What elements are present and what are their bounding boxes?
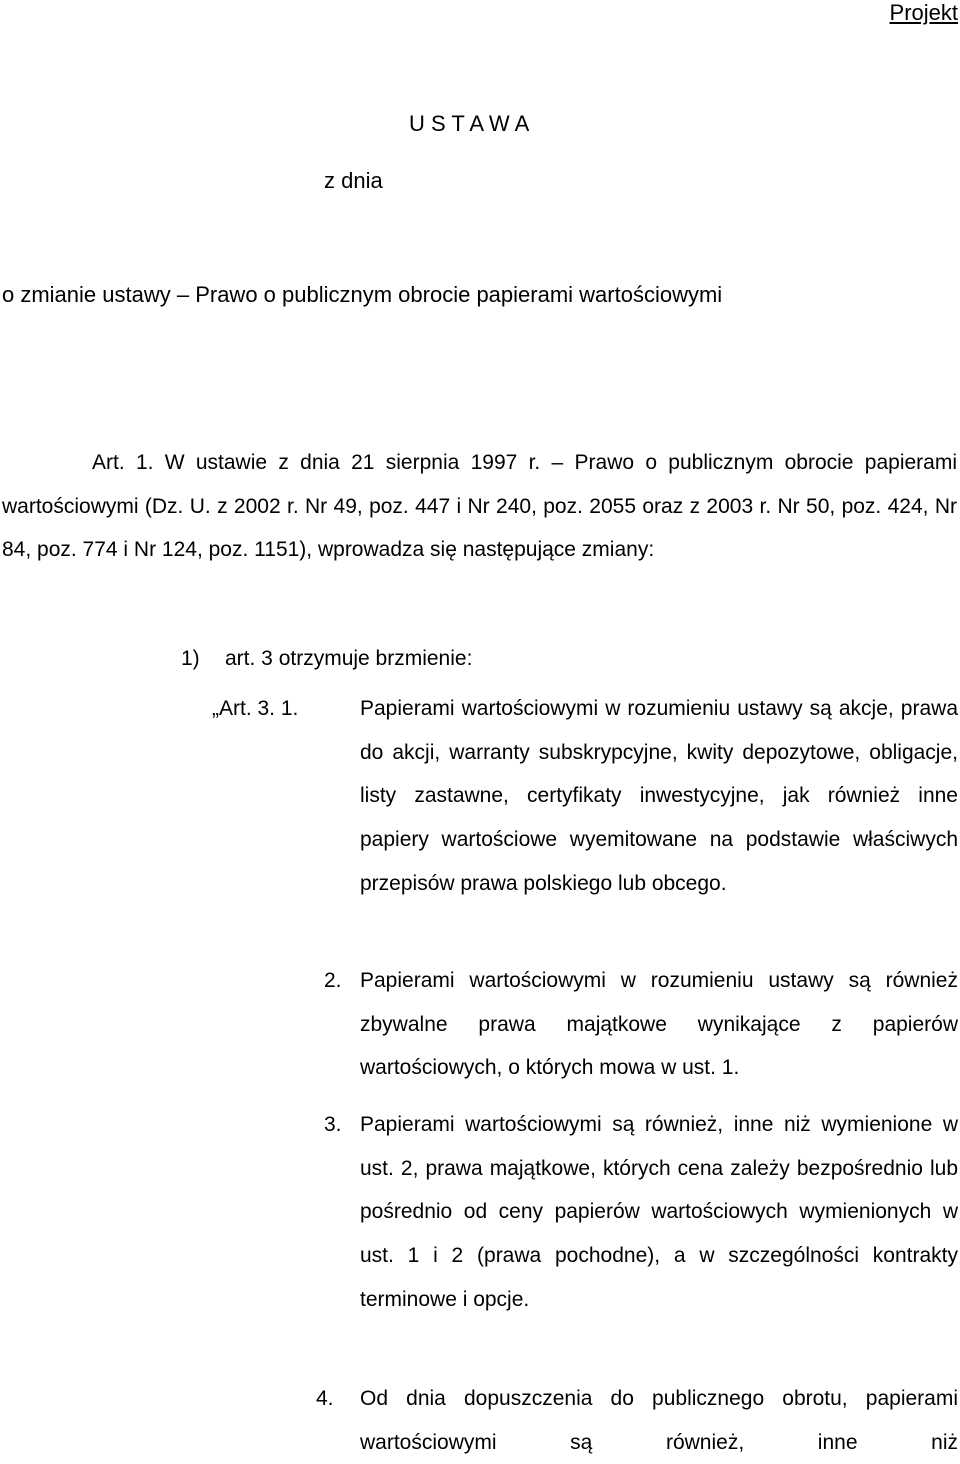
article-3-label: „Art. 3. 1. bbox=[212, 697, 299, 720]
projekt-link[interactable]: Projekt bbox=[889, 0, 958, 25]
ust-1-text: Papierami wartościowymi w rozumieniu ustawy są akcje, prawa do akcji, warranty subskrypcyjne, kwity depozytowe, obligacje, listy zastawne, certyfikaty inwestycyjne, jak również inne papiery wartościowe wyemitowane na podstawie właściwych przepisów prawa polskiego lub obcego. bbox=[360, 697, 958, 895]
article-1-paragraph: Art. 1. W ustawie z dnia 21 sierpnia 1997 r. – Prawo o publicznym obrocie papierami wartościowymi (Dz. U. z 2002 r. Nr 49, poz. 447 i Nr 240, poz. 2055 oraz z 2003 r. Nr 50, poz. 424, Nr 84, poz. 774 i Nr 124, poz. 1151), wprowadza się następujące zmiany: bbox=[2, 451, 957, 562]
point-1-text: art. 3 otrzymuje brzmienie: bbox=[225, 647, 473, 670]
document-date-line: z dnia bbox=[324, 168, 383, 193]
ust-4-number: 4. bbox=[316, 1387, 334, 1410]
ust-2-text: Papierami wartościowymi w rozumieniu ustawy są również zbywalne prawa majątkowe wynikające z papierów wartościowych, o których mowa w ust. 1. bbox=[360, 969, 958, 1080]
ust-3-number: 3. bbox=[324, 1113, 342, 1136]
document-heading-ustawa: U S T A W A bbox=[409, 111, 530, 136]
document-title: o zmianie ustawy – Prawo o publicznym obrocie papierami wartościowymi bbox=[2, 282, 723, 307]
article-1-point-1 bbox=[181, 637, 472, 681]
point-1-number: 1) bbox=[181, 647, 200, 670]
ust-3-text: Papierami wartościowymi są również, inne niż wymienione w ust. 2, prawa majątkowe, których cena zależy bezpośrednio lub pośrednio od ceny papierów wartościowych wymienionych w ust. 1 i 2 (prawa pochodne), a w szczególności kontrakty terminowe i opcje. bbox=[360, 1113, 958, 1311]
ust-2-number: 2. bbox=[324, 969, 342, 992]
ust-4-text: Od dnia dopuszczenia do publicznego obrotu, papierami wartościowymi są również, inne niż bbox=[360, 1387, 958, 1454]
